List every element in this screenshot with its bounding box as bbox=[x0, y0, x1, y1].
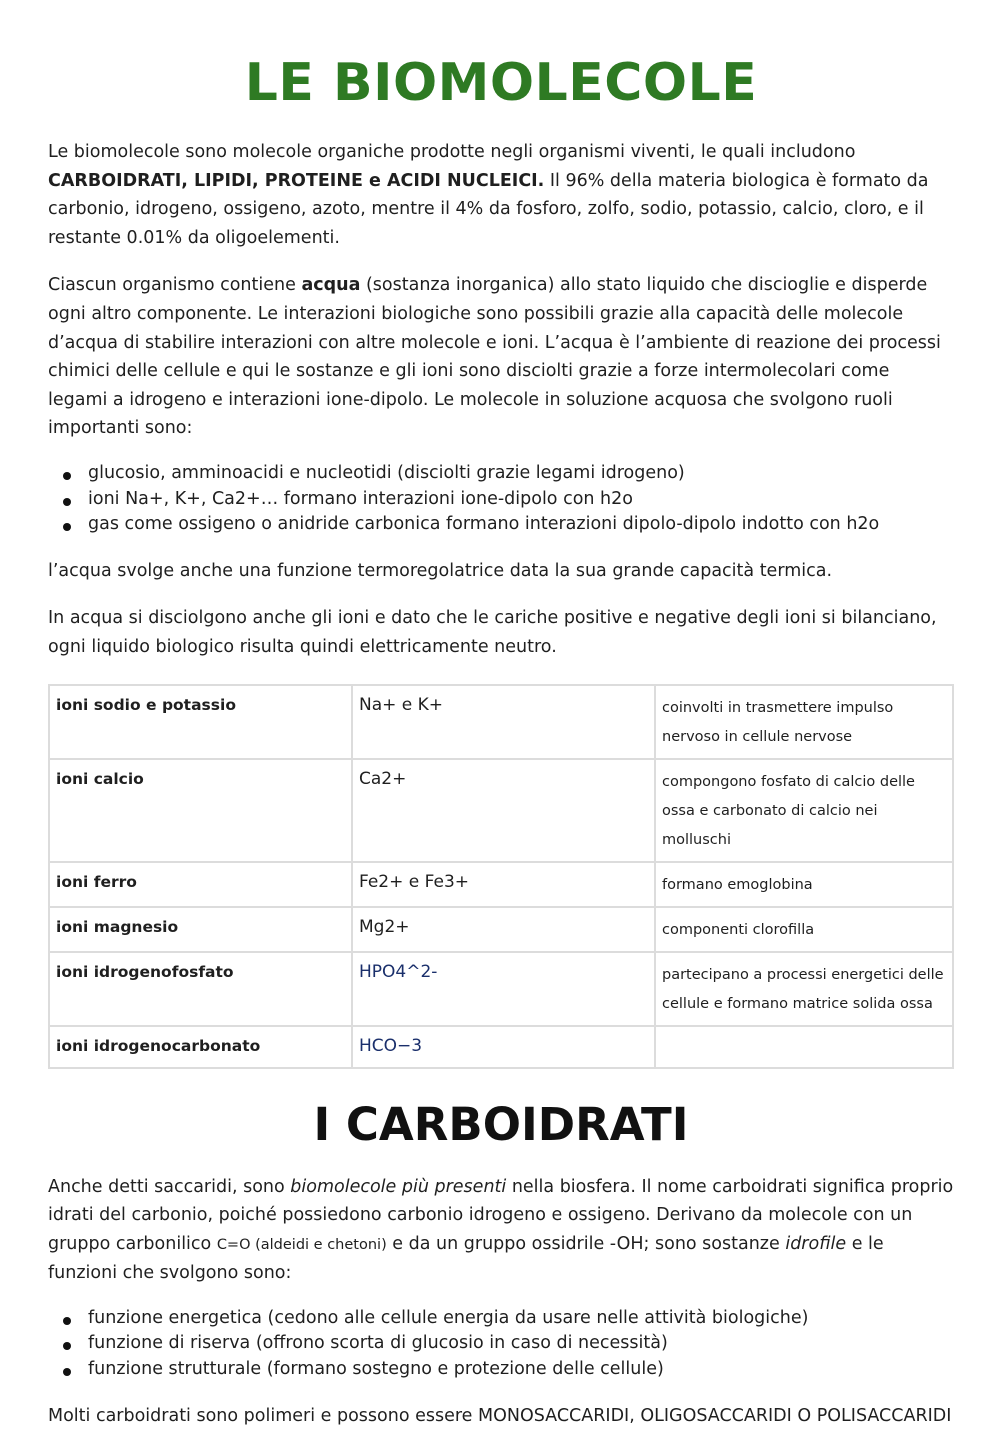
carbo-list bbox=[48, 1306, 954, 1383]
polymers-paragraph: Molti carboidrati sono polimeri e possono essere MONOSACCARIDI, OLIGOSACCARIDI O POLISACCARIDI bbox=[48, 1405, 952, 1426]
table-row bbox=[49, 952, 953, 1026]
ion-name: ioni magnesio bbox=[49, 907, 352, 952]
ion-role: partecipano a processi energetici delle cellule e formano matrice solida ossa bbox=[655, 952, 953, 1026]
page-title: LE BIOMOLECOLE bbox=[244, 53, 758, 113]
carbo-text-4: e le funzioni che svolgono sono: bbox=[48, 1233, 884, 1284]
intro-text-1: Le biomolecole sono molecole organiche prodotte negli organismi viventi, le quali includono bbox=[48, 142, 856, 162]
ion-role: compongono fosfato di calcio delle ossa e carbonato di calcio nei molluschi bbox=[655, 759, 953, 862]
list-item: funzione di riserva (offrono scorta di glucosio in caso di necessità) bbox=[48, 1331, 954, 1357]
ion-name: ioni ferro bbox=[49, 862, 352, 907]
ion-formula: Mg2+ bbox=[352, 907, 655, 952]
ion-name: ioni calcio bbox=[49, 759, 352, 862]
table-row bbox=[49, 862, 953, 907]
ion-formula: Na+ e K+ bbox=[352, 685, 655, 759]
water-bold: acqua bbox=[301, 275, 361, 296]
ion-formula: HCO−3 bbox=[352, 1026, 655, 1068]
ion-name: ioni sodio e potassio bbox=[49, 685, 352, 759]
carbo-text-2: nella biosfera. Il nome carboidrati significa proprio idrati del carbonio, poiché possiedono carbonio idrogeno e ossigeno. Derivano da molecole con un gruppo carbonilico bbox=[48, 1176, 954, 1254]
water-paragraph bbox=[48, 271, 954, 443]
ion-formula: Fe2+ e Fe3+ bbox=[352, 862, 655, 907]
ions-paragraph: In acqua si disciolgono anche gli ioni e dato che le cariche positive e negative degli ioni si bilanciano, ogni liquido biologico risulta quindi elettricamente neutro. bbox=[48, 608, 937, 657]
list-item: gas come ossigeno o anidride carbonica formano interazioni dipolo-dipolo indotto con h2o bbox=[48, 512, 954, 538]
table-row bbox=[49, 1026, 953, 1068]
ion-name: ioni idrogenofosfato bbox=[49, 952, 352, 1026]
carbo-text-3: e da un gruppo ossidrile -OH; sono sostanze bbox=[386, 1233, 786, 1254]
carbo-small: C=O (aldeidi e chetoni) bbox=[216, 1236, 387, 1253]
water-text-1: Ciascun organismo contiene bbox=[48, 275, 302, 296]
list-item: funzione energetica (cedono alle cellule energia da usare nelle attività biologiche) bbox=[48, 1306, 954, 1332]
intro-text-2: Il 96% della materia biologica è formato da carbonio, idrogeno, ossigeno, azoto, mentre il 4% da fosforo, zolfo, sodio, potassio, calcio, cloro, e il restante 0.01% da oligoelementi. bbox=[48, 170, 929, 248]
table-row bbox=[49, 907, 953, 952]
list-item: funzione strutturale (formano sostegno e protezione delle cellule) bbox=[48, 1357, 954, 1383]
water-list bbox=[48, 461, 954, 538]
ion-role: formano emoglobina bbox=[655, 862, 953, 907]
table-row bbox=[49, 759, 953, 862]
list-item: ioni Na+, K+, Ca2+… formano interazioni ione-dipolo con h2o bbox=[48, 487, 954, 513]
section-title: I CARBOIDRATI bbox=[313, 1097, 689, 1151]
thermo-paragraph: l’acqua svolge anche una funzione termoregolatrice data la sua grande capacità termica. bbox=[48, 560, 833, 581]
water-text-2: (sostanza inorganica) allo stato liquido che discioglie e disperde ogni altro componente. Le interazioni biologiche sono possibili grazie alla capacità delle molecole d’acqua di stabilire interazioni con altre molecole e ioni. L’acqua è l’ambiente di reazione dei processi chimici delle cellule e qui le sostanze e gli ioni sono disciolti grazie a forze intermolecolari come legami a idrogeno e interazioni ione-dipolo. Le molecole in soluzione acquosa che svolgono ruoli importanti sono: bbox=[48, 275, 941, 439]
table-row bbox=[49, 685, 953, 759]
intro-bold: CARBOIDRATI, LIPIDI, PROTEINE e ACIDI NUCLEICI. bbox=[48, 170, 545, 191]
ion-role bbox=[655, 1026, 953, 1068]
carbo-text-1: Anche detti saccaridi, sono bbox=[48, 1176, 291, 1197]
ion-formula: HPO4^2- bbox=[352, 952, 655, 1026]
ion-role: coinvolti in trasmettere impulso nervoso in cellule nervose bbox=[655, 685, 953, 759]
ions-table bbox=[48, 684, 954, 1069]
ion-formula: Ca2+ bbox=[352, 759, 655, 862]
ion-name: ioni idrogenocarbonato bbox=[49, 1026, 352, 1068]
intro-paragraph bbox=[48, 138, 954, 252]
document-page bbox=[48, 0, 954, 1430]
carbo-paragraph bbox=[48, 1173, 954, 1288]
list-item: glucosio, amminoacidi e nucleotidi (disciolti grazie legami idrogeno) bbox=[48, 461, 954, 487]
ion-role: componenti clorofilla bbox=[655, 907, 953, 952]
carbo-italic-2: idrofile bbox=[785, 1233, 847, 1254]
carbo-italic-1: biomolecole più presenti bbox=[290, 1176, 507, 1197]
